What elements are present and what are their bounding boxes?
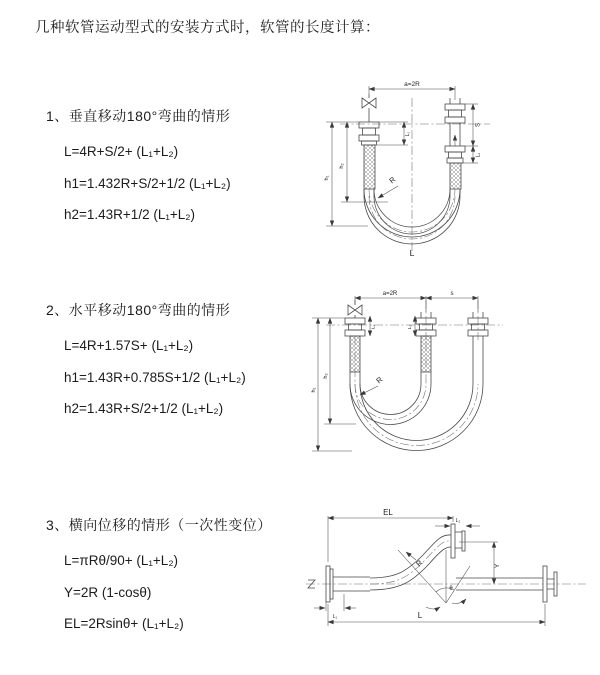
page-title: 几种软管运动型式的安装方式时，软管的长度计算： [35, 20, 380, 36]
formula-line: h1=1.432R+S/2+1/2 (L₁+L₂) [64, 175, 231, 191]
valve-icon [362, 94, 376, 122]
dim-stroke-label: S [475, 122, 482, 128]
section-1-heading: 1、垂直移动180°弯曲的情形 [46, 108, 231, 124]
section-horizontal-movement [46, 300, 316, 425]
length-label: L [417, 611, 423, 620]
formula-line: L=πRθ/90+ (L₁+L₂) [64, 553, 179, 568]
section-vertical-movement [46, 106, 316, 231]
right-pipe-fitting [445, 98, 465, 189]
section-2-heading: 2、水平移动180°弯曲的情形 [46, 302, 231, 318]
length-label: L [409, 248, 415, 258]
dimension-lines [312, 296, 478, 451]
formula-line: h2=1.43R+S/2+1/2 (L₁+L₂) [64, 401, 224, 416]
dim-end2-label: L₂ [408, 324, 413, 330]
radius-label: R [387, 174, 398, 186]
dimension-lines [314, 516, 545, 626]
formula-line: h1=1.43R+0.785S+1/2 (L₁+L₂) [64, 369, 246, 385]
radius-leader [360, 386, 378, 395]
dim-height1-label: h₁ [311, 387, 317, 393]
formula-line: EL=2Rsinθ+ (L₁+L₂) [64, 616, 184, 631]
dimension-lines [326, 86, 478, 226]
centerlines [326, 300, 503, 446]
diagram-lateral-displacement [298, 504, 593, 649]
diagram-horizontal-180-bend [308, 284, 593, 464]
section-3-formulas [46, 545, 316, 640]
left-flange-fitting [326, 566, 370, 602]
diagram-vertical-180-bend [312, 74, 592, 259]
hose-braid-hatch [450, 163, 461, 189]
dim-end2-label: L₂ [455, 518, 461, 524]
section-2-formulas [46, 330, 316, 425]
left-pipe-fitting [359, 122, 379, 189]
dim-end2-label: L₂ [475, 152, 482, 158]
upper-right-flange-fitting [451, 524, 465, 558]
dim-end1-label: L₁ [405, 131, 411, 137]
radius-leader [378, 186, 398, 198]
dim-width-label: a=2R [382, 291, 398, 297]
hose-s-curve [370, 535, 451, 590]
radius-label: R [414, 558, 425, 569]
centerlines [340, 98, 490, 254]
formula-line: L=4R+S/2+ (L₁+L₂) [64, 144, 179, 159]
dim-end1-label: L₁ [332, 614, 338, 620]
hose-braid-hatch [421, 336, 431, 372]
dim-height2-label: h₂ [339, 163, 345, 169]
dim-height2-label: h₂ [323, 373, 329, 379]
formula-line: L=4R+1.57S+ (L₁+L₂) [64, 338, 194, 353]
formula-line: Y=2R (1-cosθ) [64, 584, 152, 600]
radius-leader [406, 552, 416, 560]
formula-line: h2=1.43R+1/2 (L₁+L₂) [64, 207, 196, 222]
hose-braid-hatch [350, 336, 360, 372]
radius-label: R [374, 374, 385, 386]
section-1-formulas [46, 136, 316, 231]
angle-label: θ [449, 586, 453, 592]
dim-end1-label: L₁ [371, 324, 377, 330]
hose-u-bend [350, 384, 483, 451]
dim-stroke-label: s [450, 291, 454, 297]
section-lateral-displacement [46, 515, 316, 640]
hose-braid-hatch [364, 145, 375, 189]
dim-span-label: EL [383, 508, 393, 517]
dim-offset-label: Y [494, 563, 501, 569]
dim-width-label: a=2R [404, 81, 420, 88]
dim-height1-label: h₁ [324, 175, 330, 181]
section-3-heading: 3、横向位移的情形（一次性变位） [46, 517, 272, 533]
